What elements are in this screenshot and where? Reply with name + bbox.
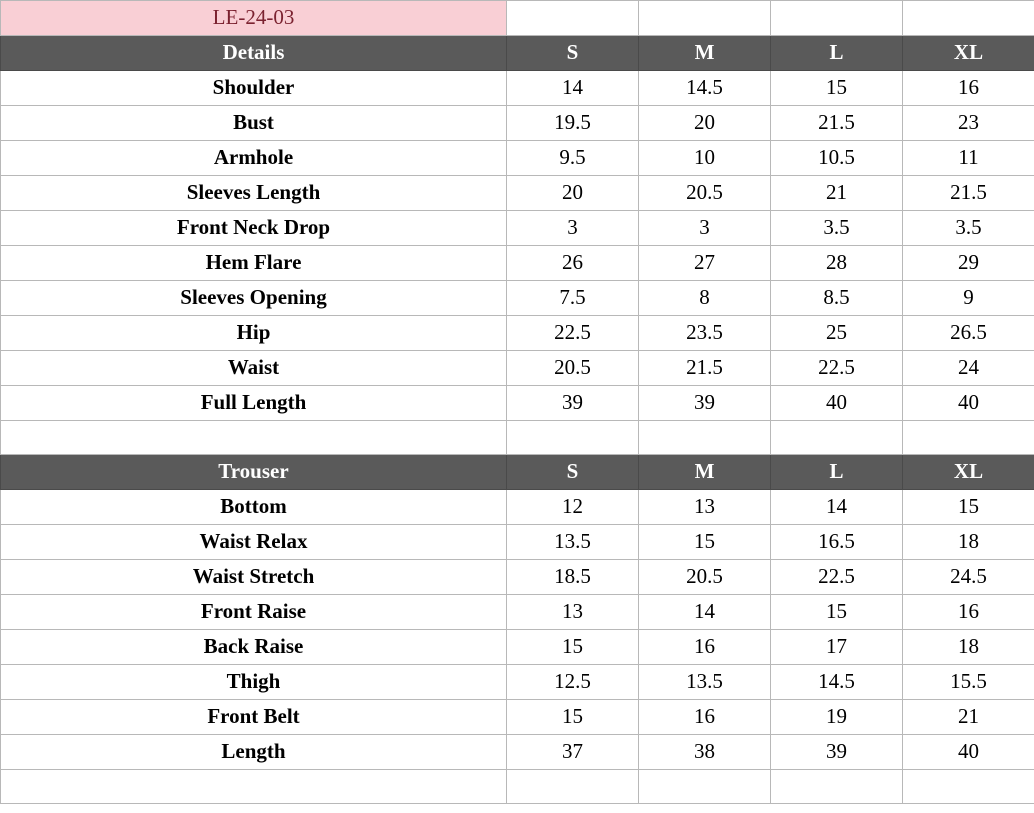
- table-row: [1, 141, 1034, 176]
- row-value-l: 17: [771, 630, 903, 665]
- row-label: Sleeves Opening: [1, 281, 507, 316]
- trouser-header-size-m: M: [639, 455, 771, 490]
- row-value-s: 15: [507, 700, 639, 735]
- row-label: Bottom: [1, 490, 507, 525]
- table-row: [1, 71, 1034, 106]
- empty-cell: [903, 421, 1034, 455]
- row-value-xl: 18: [903, 630, 1034, 665]
- row-value-s: 13: [507, 595, 639, 630]
- row-label: Length: [1, 735, 507, 770]
- table-row: [1, 351, 1034, 386]
- table-row: [1, 176, 1034, 211]
- row-label: Back Raise: [1, 630, 507, 665]
- row-value-xl: 3.5: [903, 211, 1034, 246]
- table-row: [1, 560, 1034, 595]
- row-label: Waist Stretch: [1, 560, 507, 595]
- row-value-l: 14.5: [771, 665, 903, 700]
- table-row: [1, 630, 1034, 665]
- row-label: Sleeves Length: [1, 176, 507, 211]
- table-row: [1, 490, 1034, 525]
- trouser-header-size-xl: XL: [903, 455, 1034, 490]
- row-value-s: 3: [507, 211, 639, 246]
- row-value-m: 27: [639, 246, 771, 281]
- row-value-m: 16: [639, 630, 771, 665]
- row-value-m: 20.5: [639, 560, 771, 595]
- row-value-xl: 21.5: [903, 176, 1034, 211]
- table-row: [1, 525, 1034, 560]
- row-value-m: 20: [639, 106, 771, 141]
- style-code-cell: LE-24-03: [1, 1, 507, 36]
- row-value-xl: 40: [903, 386, 1034, 421]
- row-value-l: 40: [771, 386, 903, 421]
- spacer-row: [1, 770, 1034, 804]
- row-value-m: 15: [639, 525, 771, 560]
- row-value-l: 22.5: [771, 560, 903, 595]
- row-label: Front Neck Drop: [1, 211, 507, 246]
- table-row: [1, 211, 1034, 246]
- row-value-m: 13.5: [639, 665, 771, 700]
- style-code-row: [1, 1, 1034, 36]
- shirt-header-size-m: M: [639, 36, 771, 71]
- row-label: Thigh: [1, 665, 507, 700]
- table-row: [1, 700, 1034, 735]
- empty-cell: [1, 421, 507, 455]
- row-value-s: 20: [507, 176, 639, 211]
- empty-cell: [639, 1, 771, 36]
- row-value-l: 8.5: [771, 281, 903, 316]
- row-value-xl: 18: [903, 525, 1034, 560]
- shirt-header-size-l: L: [771, 36, 903, 71]
- row-value-s: 15: [507, 630, 639, 665]
- row-value-xl: 16: [903, 71, 1034, 106]
- row-value-m: 21.5: [639, 351, 771, 386]
- trouser-header-row: [1, 455, 1034, 490]
- spacer-row: [1, 421, 1034, 455]
- row-label: Front Raise: [1, 595, 507, 630]
- empty-cell: [507, 1, 639, 36]
- row-value-l: 39: [771, 735, 903, 770]
- row-value-s: 37: [507, 735, 639, 770]
- row-label: Waist: [1, 351, 507, 386]
- row-value-xl: 21: [903, 700, 1034, 735]
- row-label: Front Belt: [1, 700, 507, 735]
- row-value-l: 14: [771, 490, 903, 525]
- row-value-xl: 11: [903, 141, 1034, 176]
- row-value-s: 26: [507, 246, 639, 281]
- row-value-s: 20.5: [507, 351, 639, 386]
- row-value-m: 38: [639, 735, 771, 770]
- row-value-xl: 24.5: [903, 560, 1034, 595]
- empty-cell: [639, 770, 771, 804]
- row-label: Armhole: [1, 141, 507, 176]
- shirt-header-size-xl: XL: [903, 36, 1034, 71]
- row-value-s: 12: [507, 490, 639, 525]
- row-value-l: 25: [771, 316, 903, 351]
- table-row: [1, 281, 1034, 316]
- row-value-s: 7.5: [507, 281, 639, 316]
- row-value-s: 12.5: [507, 665, 639, 700]
- row-value-s: 22.5: [507, 316, 639, 351]
- row-value-l: 3.5: [771, 211, 903, 246]
- table-row: [1, 246, 1034, 281]
- empty-cell: [771, 1, 903, 36]
- shirt-header-row: [1, 36, 1034, 71]
- row-label: Hip: [1, 316, 507, 351]
- empty-cell: [771, 770, 903, 804]
- row-value-m: 13: [639, 490, 771, 525]
- row-value-l: 16.5: [771, 525, 903, 560]
- row-value-s: 14: [507, 71, 639, 106]
- row-label: Full Length: [1, 386, 507, 421]
- table-row: [1, 735, 1034, 770]
- shirt-header-label: Details: [1, 36, 507, 71]
- empty-cell: [639, 421, 771, 455]
- row-label: Bust: [1, 106, 507, 141]
- row-value-l: 22.5: [771, 351, 903, 386]
- row-value-m: 39: [639, 386, 771, 421]
- row-value-m: 14.5: [639, 71, 771, 106]
- row-value-l: 21.5: [771, 106, 903, 141]
- row-value-m: 14: [639, 595, 771, 630]
- row-value-l: 10.5: [771, 141, 903, 176]
- row-value-l: 28: [771, 246, 903, 281]
- row-value-m: 16: [639, 700, 771, 735]
- trouser-header-size-s: S: [507, 455, 639, 490]
- table-row: [1, 316, 1034, 351]
- row-value-xl: 9: [903, 281, 1034, 316]
- table-row: [1, 106, 1034, 141]
- row-value-s: 13.5: [507, 525, 639, 560]
- row-value-s: 9.5: [507, 141, 639, 176]
- row-label: Shoulder: [1, 71, 507, 106]
- row-value-xl: 15.5: [903, 665, 1034, 700]
- row-value-xl: 24: [903, 351, 1034, 386]
- row-value-m: 23.5: [639, 316, 771, 351]
- row-value-l: 15: [771, 71, 903, 106]
- row-value-xl: 26.5: [903, 316, 1034, 351]
- row-value-l: 15: [771, 595, 903, 630]
- row-value-m: 20.5: [639, 176, 771, 211]
- row-value-xl: 23: [903, 106, 1034, 141]
- empty-cell: [771, 421, 903, 455]
- table-row: [1, 595, 1034, 630]
- row-value-xl: 16: [903, 595, 1034, 630]
- row-value-l: 21: [771, 176, 903, 211]
- row-value-s: 39: [507, 386, 639, 421]
- row-value-xl: 15: [903, 490, 1034, 525]
- row-value-s: 19.5: [507, 106, 639, 141]
- row-label: Waist Relax: [1, 525, 507, 560]
- row-value-s: 18.5: [507, 560, 639, 595]
- trouser-header-label: Trouser: [1, 455, 507, 490]
- shirt-header-size-s: S: [507, 36, 639, 71]
- empty-cell: [507, 421, 639, 455]
- row-value-xl: 40: [903, 735, 1034, 770]
- table-row: [1, 665, 1034, 700]
- empty-cell: [507, 770, 639, 804]
- row-value-m: 8: [639, 281, 771, 316]
- row-value-m: 10: [639, 141, 771, 176]
- row-value-m: 3: [639, 211, 771, 246]
- row-label: Hem Flare: [1, 246, 507, 281]
- empty-cell: [1, 770, 507, 804]
- empty-cell: [903, 770, 1034, 804]
- trouser-header-size-l: L: [771, 455, 903, 490]
- size-chart-body: [1, 1, 1034, 804]
- table-row: [1, 386, 1034, 421]
- empty-cell: [903, 1, 1034, 36]
- row-value-xl: 29: [903, 246, 1034, 281]
- row-value-l: 19: [771, 700, 903, 735]
